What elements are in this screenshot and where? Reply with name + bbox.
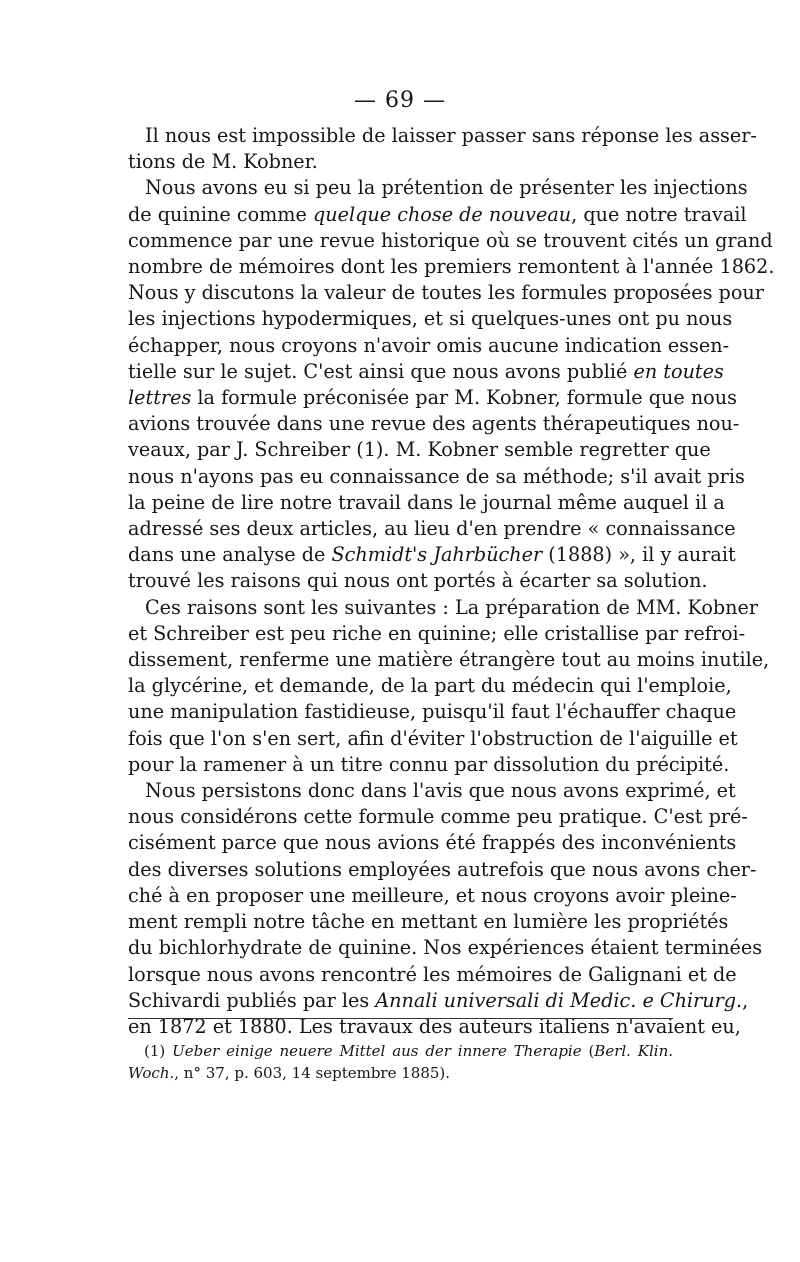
text-line — [128, 280, 764, 306]
text-run: lorsque nous avons rencontré les mémoires de Galignani et de — [128, 962, 737, 986]
italic-text: Annali universali di Medic. e Chirurg. — [375, 988, 743, 1012]
text-line — [128, 333, 730, 359]
text-line — [128, 306, 733, 332]
text-line — [128, 752, 730, 778]
text-line — [128, 699, 737, 725]
footnote — [128, 1040, 673, 1084]
paragraph — [128, 778, 763, 1040]
italic-text: Woch. — [128, 1064, 175, 1082]
paragraph — [128, 123, 757, 175]
italic-text: en toutes — [633, 359, 724, 383]
text-run: et Schreiber est peu riche en quinine; elle cristallise par refroi- — [128, 621, 746, 645]
text-run: commence par une revue historique où se trouvent cités un grand — [128, 228, 773, 252]
text-line — [128, 464, 745, 490]
text-run: cisément parce que nous avions été frappés des inconvénients — [128, 831, 737, 855]
text-line — [128, 542, 736, 568]
text-line — [128, 175, 748, 201]
text-run: les injections hypodermiques, et si quelques-unes ont pu nous — [128, 307, 733, 331]
text-run: (1) — [144, 1042, 173, 1060]
text-line — [128, 359, 724, 385]
footnote-line — [128, 1040, 673, 1062]
text-line — [128, 123, 757, 149]
text-run: nous n'ayons pas eu connaissance de sa méthode; s'il avait pris — [128, 464, 745, 488]
text-line — [128, 909, 729, 935]
text-run: de quinine comme — [128, 202, 313, 226]
text-run: la peine de lire notre travail dans le journal même auquel il a — [128, 490, 725, 514]
text-line — [128, 149, 673, 175]
text-run: la glycérine, et demande, de la part du médecin qui l'emploie, — [128, 674, 732, 698]
text-line — [128, 935, 763, 961]
text-line — [128, 254, 775, 280]
text-run: nombre de mémoires dont les premiers remontent à l'année 1862. — [128, 255, 775, 279]
text-run: en 1872 et 1880. Les travaux des auteurs italiens n'avaient eu, — [128, 1014, 741, 1038]
text-line — [128, 437, 711, 463]
italic-text: Ueber einige neuere Mittel aus der innere Therapie — [172, 1042, 582, 1060]
italic-text: Schmidt's Jahrbücher — [331, 543, 543, 567]
text-run: Nous avons eu si peu la prétention de présenter les injections — [145, 176, 748, 200]
text-run: adressé ses deux articles, au lieu d'en prendre « connaissance — [128, 517, 736, 541]
text-line — [128, 568, 708, 594]
text-line — [128, 385, 737, 411]
text-run: nous considérons cette formule comme peu pratique. C'est pré- — [128, 805, 748, 829]
text-run: veaux, par J. Schreiber (1). M. Kobner semble regretter que — [128, 438, 711, 462]
text-line — [128, 673, 732, 699]
text-run: , que notre travail — [571, 202, 747, 226]
text-run: Il nous est impossible de laisser passer sans réponse les asser- — [145, 124, 757, 147]
text-run: Nous y discutons la valeur de toutes les formules proposées pour — [128, 281, 764, 305]
text-run: ché à en proposer une meilleure, et nous croyons avoir pleine- — [128, 883, 737, 907]
text-line — [128, 778, 736, 804]
text-run: Ces raisons sont les suivantes : La préparation de MM. Kobner — [145, 595, 759, 619]
footnote-separator — [128, 1018, 673, 1019]
text-run: trouvé les raisons qui nous ont portés à écarter sa solution. — [128, 569, 708, 593]
text-run: Nous persistons donc dans l'avis que nous avons exprimé, et — [145, 779, 736, 803]
text-run: fois que l'on s'en sert, afin d'éviter l'obstruction de l'aiguille et — [128, 726, 738, 750]
footnote-line — [128, 1062, 673, 1084]
text-line — [128, 962, 737, 988]
text-line — [128, 647, 770, 673]
text-run: , — [742, 988, 749, 1012]
italic-text: Berl. Klin. — [594, 1042, 673, 1060]
text-run: (1888) », il y aurait — [542, 543, 736, 567]
text-run: avions trouvée dans une revue des agents thérapeutiques nou- — [128, 412, 740, 436]
text-run: tions de M. Kobner. — [128, 150, 318, 174]
text-line — [128, 228, 773, 254]
text-run: des diverses solutions employées autrefois que nous avons cher- — [128, 857, 757, 881]
italic-text: quelque chose de nouveau — [312, 202, 572, 226]
body-text — [128, 123, 775, 1040]
text-run: ment rempli notre tâche en mettant en lumière les propriétés — [128, 910, 729, 934]
paragraph — [128, 175, 775, 594]
page-number: — 69 — — [354, 88, 446, 113]
text-line — [128, 883, 737, 909]
text-run: , n° 37, p. 603, 14 septembre 1885). — [174, 1064, 451, 1082]
text-run: du bichlorhydrate de quinine. Nos expériences étaient terminées — [128, 936, 763, 960]
paragraph — [128, 595, 770, 778]
text-line — [128, 202, 747, 228]
text-run: une manipulation fastidieuse, puisqu'il faut l'échauffer chaque — [128, 700, 737, 724]
text-run: pour la ramener à un titre connu par dissolution du précipité. — [128, 752, 730, 776]
text-line — [128, 857, 757, 883]
text-line — [128, 726, 738, 752]
italic-text: lettres — [128, 386, 192, 410]
text-line — [128, 830, 737, 856]
text-line — [128, 804, 748, 830]
text-line — [128, 411, 740, 437]
text-run: la formule préconisée par M. Kobner, formule que nous — [191, 386, 737, 410]
text-run: dans une analyse de — [128, 543, 332, 567]
text-run: Schivardi publiés par les — [128, 988, 376, 1012]
text-line — [128, 595, 759, 621]
text-run: dissement, renferme une matière étrangère tout au moins inutile, — [128, 648, 770, 672]
text-line — [128, 621, 746, 647]
text-line — [128, 988, 749, 1014]
text-line — [128, 490, 725, 516]
text-run: échapper, nous croyons n'avoir omis aucune indication essen- — [128, 333, 730, 357]
text-run: tielle sur le sujet. C'est ainsi que nous avons publié — [128, 359, 634, 383]
text-run: ( — [581, 1042, 595, 1060]
text-line — [128, 516, 736, 542]
